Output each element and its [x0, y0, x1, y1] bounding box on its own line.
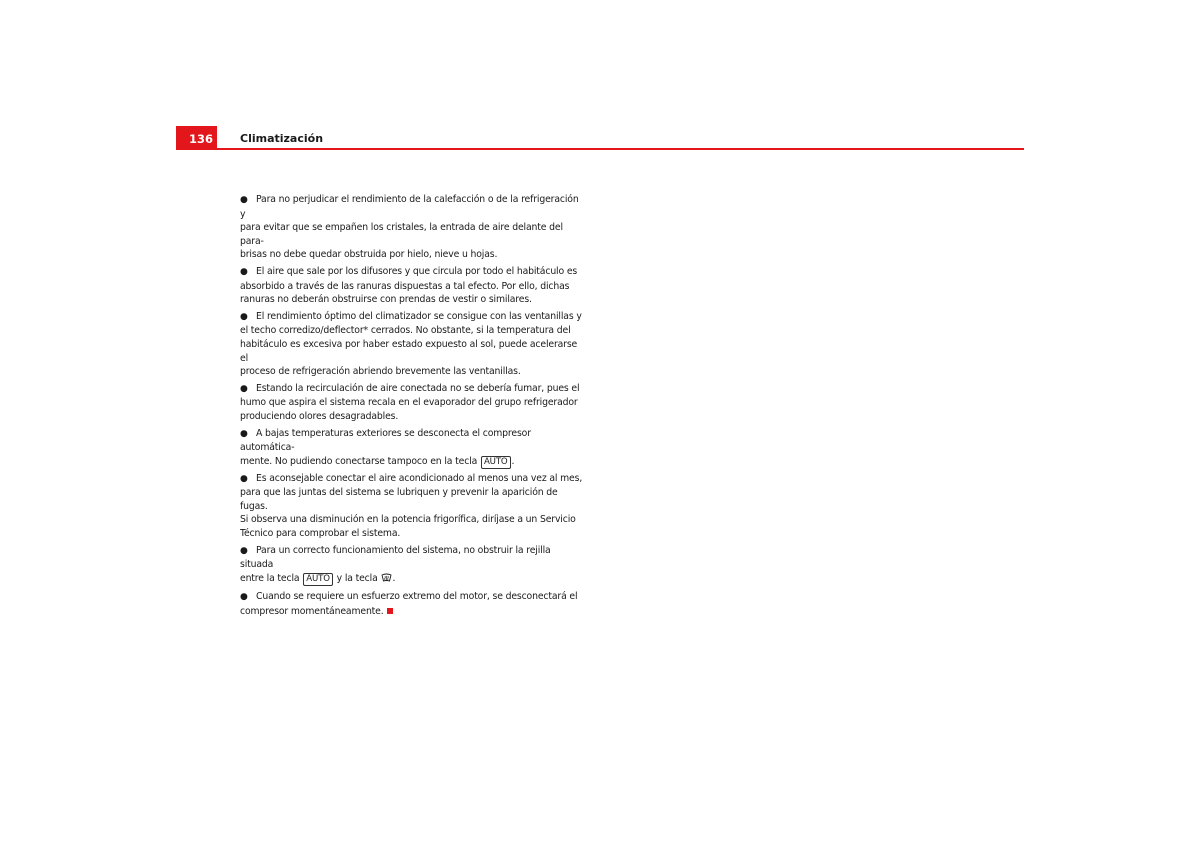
list-item [240, 544, 585, 588]
bullet-icon: ● [240, 311, 248, 322]
bullet-icon: ● [240, 383, 248, 394]
text-line: proceso de refrigeración abriendo brevemente las ventanillas. [240, 366, 521, 378]
text-line: El rendimiento óptimo del climatizador se consigue con las ventanillas y [256, 310, 582, 322]
list-item [240, 193, 585, 262]
bullet-icon: ● [240, 545, 248, 556]
bullet-icon: ● [240, 473, 248, 484]
text-line: ranuras no deberán obstruirse con prendas de vestir o similares. [240, 294, 532, 306]
text-line: para que las juntas del sistema se lubriquen y prevenir la aparición de fugas. [240, 487, 558, 512]
text-line: Para no perjudicar el rendimiento de la calefacción o de la refrigeración y [240, 194, 579, 220]
text-line: Es aconsejable conectar el aire acondicionado al menos una vez al mes, [256, 472, 583, 484]
text-line: entre la tecla [240, 572, 300, 584]
text-line: para evitar que se empañen los cristales, la entrada de aire delante del para- [240, 222, 563, 247]
list-item [240, 427, 585, 469]
text-line: . [392, 572, 396, 584]
text-line: El aire que sale por los difusores y que circula por todo el habitáculo es [256, 265, 578, 277]
text-line: Estando la recirculación de aire conectada no se debería fumar, pues el [256, 382, 580, 394]
header-rule [176, 148, 1024, 150]
text-line: Cuando se requiere un esfuerzo extremo del motor, se desconectará el [256, 591, 578, 603]
text-line: Técnico para comprobar el sistema. [240, 528, 401, 540]
list-item [240, 310, 585, 379]
text-line: el techo corredizo/deflector* cerrados. No obstante, si la temperatura del [240, 325, 571, 337]
list-item [240, 265, 585, 307]
page-header [176, 126, 1024, 150]
section-title: Climatización [240, 132, 324, 145]
text-line: A bajas temperaturas exteriores se desconecta el compresor automática- [240, 427, 531, 454]
auto-key-label: AUTO [481, 456, 511, 469]
main-content [240, 193, 585, 622]
text-line: Para un correcto funcionamiento del sistema, no obstruir la rejilla situada [240, 544, 551, 571]
bullet-icon: ● [240, 266, 248, 277]
text-line: brisas no debe quedar obstruida por hielo, nieve u hojas. [240, 249, 498, 261]
text-line: produciendo olores desagradables. [240, 410, 399, 422]
list-item [240, 472, 585, 541]
text-line: . [511, 455, 515, 467]
list-item [240, 382, 585, 424]
bullet-icon: ● [240, 195, 248, 205]
text-line: compresor momentáneamente. [240, 606, 384, 618]
defrost-windshield-icon [381, 573, 392, 588]
list-item [240, 590, 585, 618]
end-of-section-square-icon [387, 608, 393, 614]
text-line: humo que aspira el sistema recala en el evaporador del grupo refrigerador [240, 397, 578, 409]
text-line: y la tecla [336, 572, 378, 584]
text-line: mente. No pudiendo conectarse tampoco en la tecla [240, 455, 478, 467]
auto-key-label: AUTO [303, 573, 333, 586]
text-line: habitáculo es excesiva por haber estado expuesto al sol, puede acelerarse el [240, 338, 578, 364]
text-line: absorbido a través de las ranuras dispuestas a tal efecto. Por ello, dichas [240, 280, 570, 292]
bullet-icon: ● [240, 428, 248, 439]
bullet-icon: ● [240, 592, 248, 603]
page-number: 136 [176, 126, 217, 148]
text-line: Si observa una disminución en la potencia frigorífica, diríjase a un Servicio [240, 514, 576, 526]
